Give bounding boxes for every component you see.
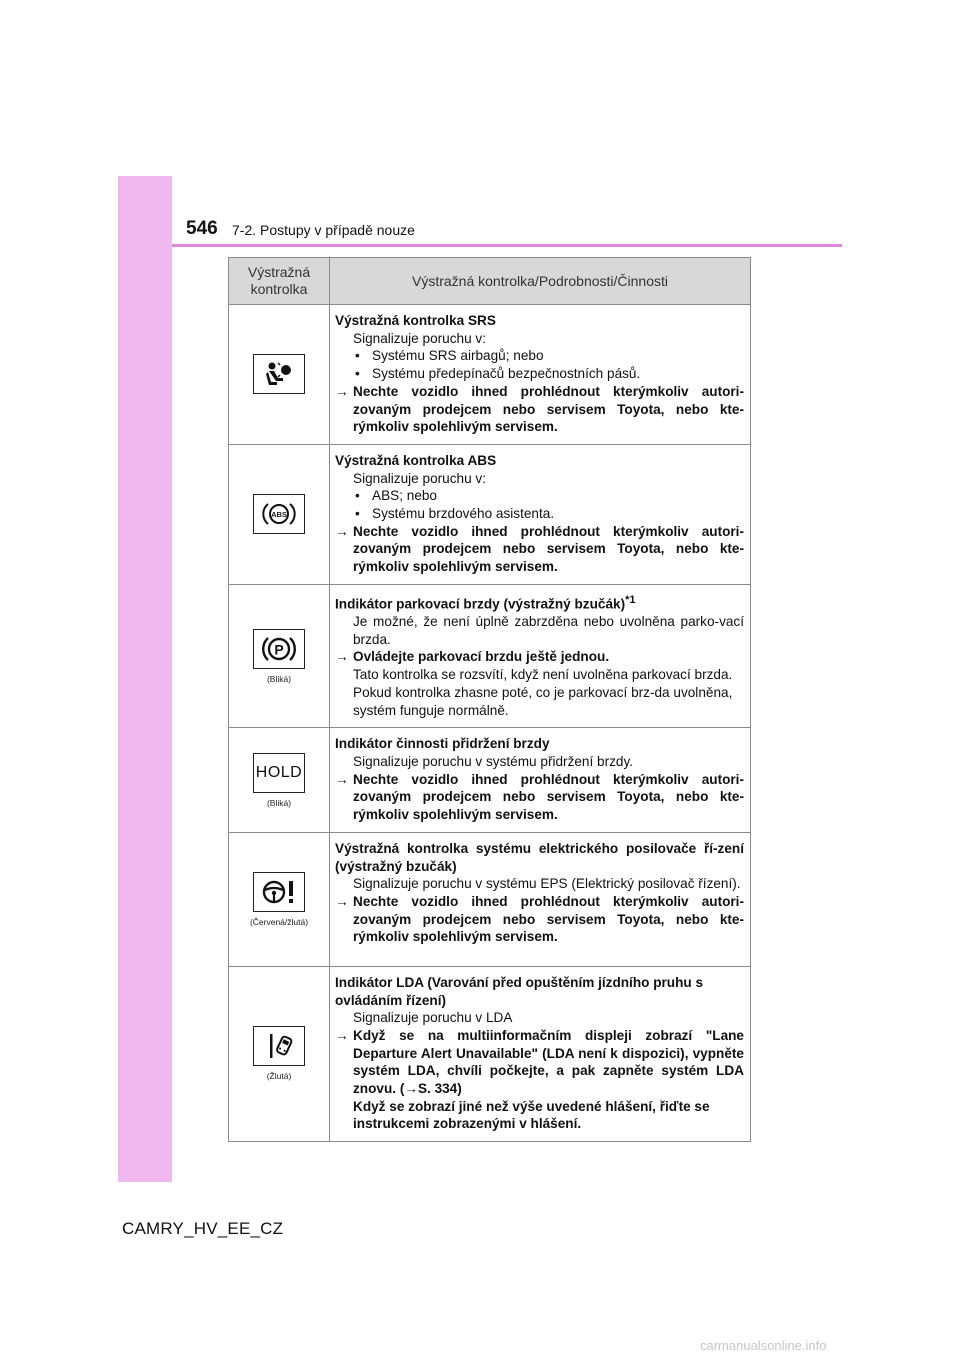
arrow-icon: → [335, 649, 349, 665]
lda-icon [253, 1026, 305, 1066]
col-header-icon: Výstražná kontrolka [229, 258, 330, 305]
arrow-icon: → [335, 383, 349, 399]
arrow-icon: → [335, 771, 349, 787]
row-intro: Signalizuje poruchu v: [353, 470, 486, 486]
srs-airbag-icon [253, 354, 305, 394]
abs-icon [253, 494, 305, 534]
table-row [229, 444, 751, 584]
row-action: → Nechte vozidlo ihned prohlédnout kterýmkoliv autori-zovaným prodejcem nebo servisem Toyota, nebo kte-rýmkoliv spolehlivým servisem. [335, 893, 744, 945]
row-intro: Signalizuje poruchu v systému EPS (Elektrický posilovač řízení). [353, 876, 741, 892]
svg-text:ABS: ABS [271, 510, 287, 520]
row-action: → Nechte vozidlo ihned prohlédnout kterýmkoliv autori-zovaným prodejcem nebo servisem Toyota, nebo kte-rýmkoliv spolehlivým servisem. [335, 383, 744, 435]
warning-lights-table [228, 257, 751, 1142]
svg-text:P: P [274, 641, 284, 658]
bullet-item: • Systému SRS airbagů; nebo [355, 348, 544, 364]
row-title: Výstražná kontrolka ABS [335, 452, 497, 468]
table-row [229, 832, 751, 966]
table-row [229, 966, 751, 1141]
row-intro: Signalizuje poruchu v LDA [353, 1010, 513, 1026]
table-header-row [229, 258, 751, 305]
icon-note: (Bliká) [266, 797, 292, 808]
arrow-icon: → [335, 523, 349, 539]
row-note: Tato kontrolka se rozsvítí, když není uvolněna parkovací brzda. Pokud kontrolka zhasne poté, co je parkovací brz-da uvolněna, systém funguje normálně. [353, 667, 733, 718]
row-action: → Nechte vozidlo ihned prohlédnout kterýmkoliv autori-zovaným prodejcem nebo servisem Toyota, nebo kte-rýmkoliv spolehlivým servisem. [335, 771, 744, 823]
row-action: → Když se na multiinformačním displeji zobrazí "Lane Departure Alert Unavailable" (LDA není k dispozici), vypněte systém LDA, chvíli počkejte, a pak zapněte systém LDA znovu. (→S. 334) [335, 1027, 744, 1097]
watermark: carmanualsonline.info [700, 1338, 827, 1353]
bullet-item: • Systému brzdového asistenta. [355, 506, 555, 522]
row-intro: Signalizuje poruchu v: [353, 330, 486, 346]
section-title: 7-2. Postupy v případě nouze [232, 222, 415, 238]
table-row [229, 305, 751, 445]
eps-steering-warning-icon [253, 872, 305, 912]
arrow-icon: → [335, 893, 349, 909]
chapter-sidebar-tab [118, 176, 172, 1182]
table-row [229, 728, 751, 833]
hold-icon-text: HOLD [255, 763, 303, 781]
icon-note: (Žlutá) [266, 1071, 292, 1082]
col-header-details: Výstražná kontrolka/Podrobnosti/Činnosti [330, 258, 751, 305]
bullet-item: • ABS; nebo [355, 488, 437, 504]
row-title: Výstražná kontrolka systému elektrického posilovače ří-zení (výstražný bzučák) [335, 840, 744, 874]
row-intro: Je možné, že není úplně zabrzděna nebo uvolněna parko-vací brzda. [353, 614, 744, 647]
arrow-icon: → [335, 1027, 349, 1043]
row-action: → Nechte vozidlo ihned prohlédnout kterýmkoliv autori-zovaným prodejcem nebo servisem Toyota, nebo kte-rýmkoliv spolehlivým servisem. [335, 523, 744, 575]
row-intro: Signalizuje poruchu v systému přidržení brzdy. [353, 754, 634, 769]
icon-note: (Bliká) [266, 673, 292, 684]
row-title: Indikátor LDA (Varování před opuštěním jízdního pruhu s ovládáním řízení) [335, 974, 704, 1008]
row-title: Výstražná kontrolka SRS [335, 313, 496, 328]
brake-hold-icon [253, 753, 305, 793]
document-code: CAMRY_HV_EE_CZ [122, 1219, 284, 1238]
header-rule [172, 244, 842, 247]
row-title: Indikátor parkovací brzdy (výstražný bzučák)$^{*1}$ [335, 593, 636, 612]
table-row [229, 584, 751, 727]
page-number: 546 [186, 218, 218, 239]
bullet-item: • Systému předepínačů bezpečnostních pásů. [355, 366, 641, 382]
icon-note: (Červená/žlutá) [249, 916, 309, 927]
row-action: → Ovládejte parkovací brzdu ještě jednou. [335, 649, 610, 665]
row-note: Když se zobrazí jiné než výše uvedené hlášení, řiďte se instrukcemi zobrazenými v hlášení. [353, 1098, 710, 1132]
row-title: Indikátor činnosti přidržení brzdy [335, 736, 550, 752]
parking-brake-icon [253, 629, 305, 669]
